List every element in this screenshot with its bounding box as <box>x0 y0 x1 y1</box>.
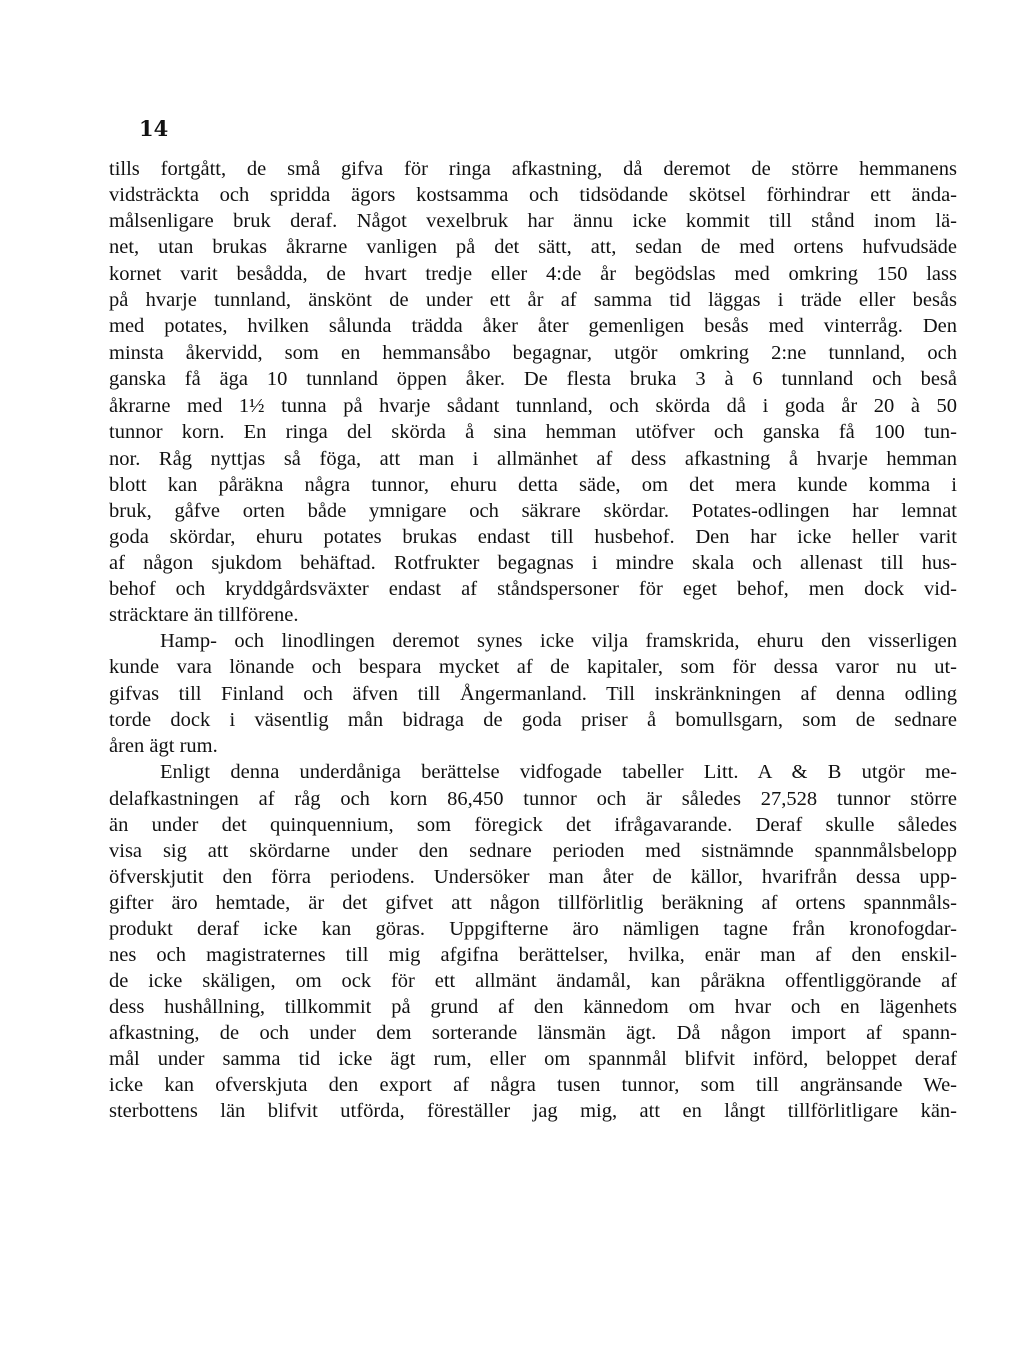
text-line: åren ägt rum. <box>109 735 218 757</box>
page-number: 14 <box>139 116 169 141</box>
text-line: nor. Råg nyttjas så föga, att man i allmänhet af dess afkastning å hvarje hemman <box>109 448 957 470</box>
text-line: visa sig att skördarne under den sednare perioden med sistnämnde spannmålsbelopp <box>109 840 957 862</box>
text-line: goda skördar, ehuru potates brukas endast till husbehof. Den har icke heller varit <box>109 526 957 548</box>
text-line: minsta åkervidd, som en hemmansåbo begagnar, utgör omkring 2:ne tunnland, och <box>109 342 957 364</box>
text-line: gifvas till Finland och äfven till Ångermanland. Till inskränkningen af denna odling <box>109 683 957 705</box>
text-line: målsenligare bruk deraf. Något vexelbruk har ännu icke kommit till stånd inom lä- <box>109 210 957 232</box>
text-line: de icke skäligen, om ock för ett allmänt ändamål, kan påräkna offentliggörande af <box>109 970 957 992</box>
text-line: bruk, gåfve orten både ymnigare och säkrare skördar. Potates-odlingen har lemnat <box>109 500 957 522</box>
text-line: öfverskjutit den förra periodens. Undersöker man åter de källor, hvarifrån dessa upp- <box>109 866 957 888</box>
text-line: af någon sjukdom behäftad. Rotfrukter begagnas i mindre skala och allenast till hus- <box>109 552 957 574</box>
text-line: net, utan brukas åkrarne vanligen på det sätt, att, sedan de med ortens hufvudsäde <box>109 236 957 258</box>
text-line: mål under samma tid icke ägt rum, eller om spannmål blifvit införd, beloppet deraf <box>109 1048 957 1070</box>
text-line: torde dock i väsentlig mån bidraga de goda priser å bomullsgarn, som de sednare <box>109 709 957 731</box>
text-line: produkt deraf icke kan göras. Uppgifterne äro nämligen tagne från kronofogdar- <box>109 918 957 940</box>
text-line: blott kan påräkna några tunnor, ehuru detta säde, om det mera kunde komma i <box>109 474 957 496</box>
text-line: kornet varit besådda, de hvart tredje eller 4:de år begödslas med omkring 150 lass <box>109 263 957 285</box>
text-line: vidsträckta och spridda ägors kostsamma och tidsödande skötsel förhindrar ett ända- <box>109 184 957 206</box>
text-line: delafkastningen af råg och korn 86,450 tunnor och är således 27,528 tunnor större <box>109 788 957 810</box>
text-line: behof och kryddgårdsväxter endast af ståndspersoner för eget behof, men dock vid- <box>109 578 957 600</box>
text-line: på hvarje tunnland, änskönt de under ett år af samma tid läggas i träde eller besås <box>109 289 957 311</box>
text-line: icke kan ofverskjuta den export af några tusen tunnor, som till angränsande We- <box>109 1074 957 1096</box>
text-line: åkrarne med 1½ tunna på hvarje sådant tunnland, och skörda då i goda år 20 à 50 <box>109 395 957 417</box>
paragraph-first-line: Enligt denna underdåniga berättelse vidfogade tabeller Litt. A & B utgör me- <box>160 761 957 783</box>
text-line: ganska få äga 10 tunnland öppen åker. De flesta bruka 3 à 6 tunnland och beså <box>109 368 957 390</box>
text-line: tills fortgått, de små gifva för ringa afkastning, då deremot de större hemmanens <box>109 158 957 180</box>
paragraph-first-line: Hamp- och linodlingen deremot synes icke vilja framskrida, ehuru den visserligen <box>160 630 957 652</box>
text-line: sterbottens län blifvit utförda, föreställer jag mig, att en långt tillförlitligare kän- <box>109 1100 957 1122</box>
text-line: med potates, hvilken sålunda trädda åker åter gemenligen besås med vinterråg. Den <box>109 315 957 337</box>
text-line: afkastning, de och under dem sorterande länsmän ägt. Då någon import af spann- <box>109 1022 957 1044</box>
text-line: sträcktare än tillförene. <box>109 604 299 626</box>
text-line: nes och magistraternes till mig afgifna berättelser, hvilka, enär man af den enskil- <box>109 944 957 966</box>
text-line: gifter äro hemtade, är det gifvet att någon tillförlitlig beräkning af ortens spannmåls- <box>109 892 957 914</box>
text-line: kunde vara lönande och bespara mycket af de kapitaler, som för dessa varor nu ut- <box>109 656 957 678</box>
text-line: än under det quinquennium, som föregick det ifrågavarande. Deraf skulle således <box>109 814 957 836</box>
text-line: tunnor korn. En ringa del skörda å sina hemman utöfver och ganska få 100 tun- <box>109 421 957 443</box>
text-line: dess hushållning, tillkommit på grund af den kännedom om hvar och en lägenhets <box>109 996 957 1018</box>
